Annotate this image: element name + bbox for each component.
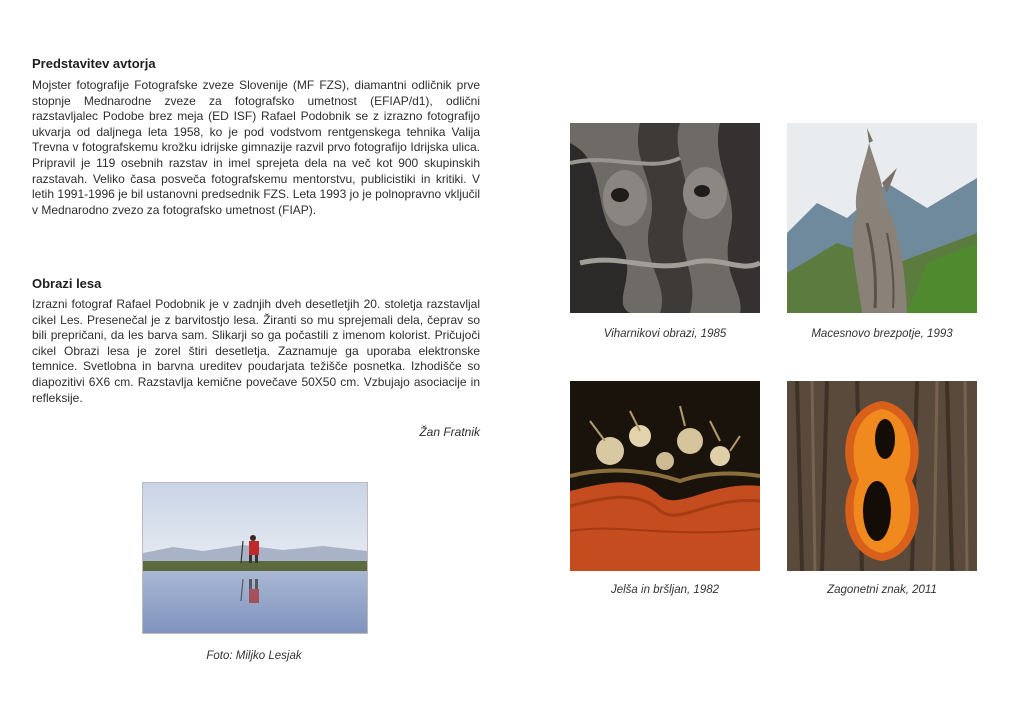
gallery-caption-1: Viharnikovi obrazi, 1985	[603, 328, 727, 340]
gallery-photo-4	[787, 381, 977, 571]
gallery-caption-2: Macesnovo brezpotje, 1993	[811, 328, 953, 340]
gallery-photo-2	[787, 123, 977, 313]
gallery-photo-3	[570, 381, 760, 571]
photographer-photo	[142, 482, 368, 634]
gallery-photo-1	[570, 123, 760, 313]
forest-paragraph: Izrazni fotograf Rafael Podobnik je v zadnjih dveh desetletjih 20. stoletja razstavljal cikel Les. Presenečal je z barvitostjo lesa. Žiranti so mu sprejemali dela, čeprav so bili prepričani, da les barva sam. Slikarji so ga počastili z imenom kolorist. Pričujoči cikel Obrazi lesa je zorel štiri desetletja. Zaznamuje ga uporaba elektronske temnice. Svetlobna in barvna ureditev poudarjata težišče posnetka. Izhodišče so diapozitivi 6X6 cm. Razstavlja kemične povečave 50X50 cm. Vzbujajo asociacije in refleksije.	[32, 297, 480, 405]
signature: Žan Fratnik	[419, 425, 480, 439]
gallery-caption-3: Jelša in bršljan, 1982	[610, 584, 720, 596]
author-heading: Predstavitev avtorja	[32, 56, 156, 71]
photographer-photo-caption: Foto: Miljko Lesjak	[206, 650, 302, 662]
gallery-caption-4: Zagonetni znak, 2011	[827, 584, 937, 596]
forest-heading: Obrazi lesa	[32, 276, 102, 291]
author-paragraph: Mojster fotografije Fotografske zveze Slovenije (MF FZS), diamantni odličnik prve stopnje Mednarodne zveze za fotografsko umetnost (EFIAP/d1), odlični razstavljalec Podobe brez meja (ED ISF) Rafael Podobnik se z izrazno fotografijo ukvarja od daljnega leta 1958, ko je pod vodstvom rentgenskega tehnika Valija Trevna v fotografskemu krožku idrijske gimnazije razvil prvo fotografijo Idrijska ulica. Pripravil je 119 osebnih razstav in imel sprejeta dela na več kot 900 skupinskih razstavah. Veliko časa posveča fotografskemu mentorstvu, publicistiki in kritiki. V letih 1991-1996 je bil ustanovni predsednik FZS. Leta 1993 jo je polnopravno vključil v Mednarodno zvezo za fotografsko umetnost (FIAP).	[32, 78, 480, 217]
